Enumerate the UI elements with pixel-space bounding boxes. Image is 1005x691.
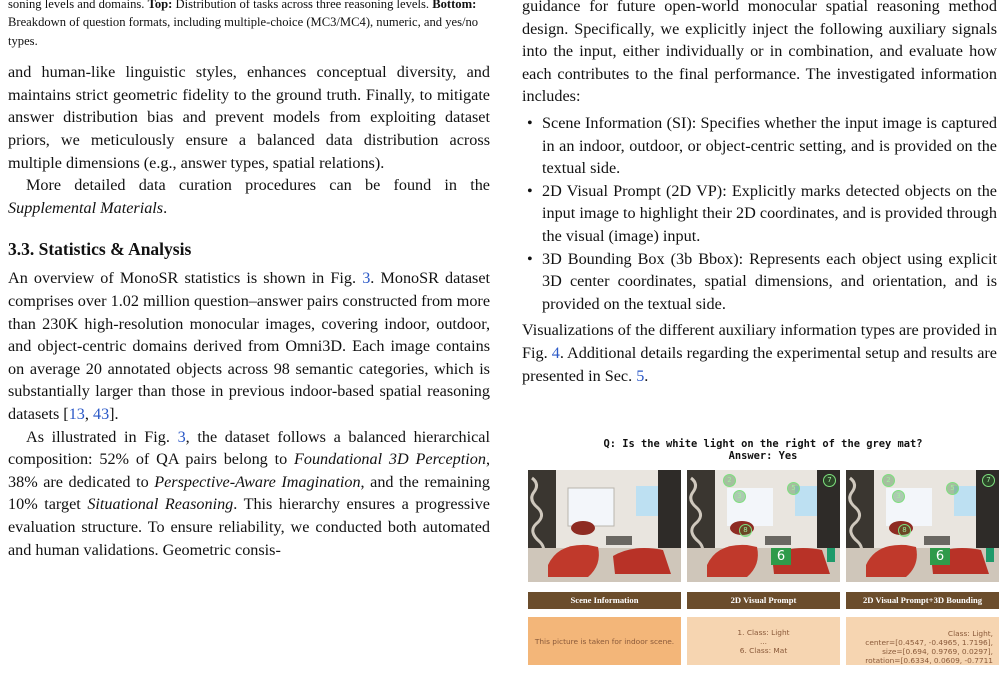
class-line: 1. Class: Light: [737, 627, 790, 637]
object-marker: 7: [823, 474, 836, 487]
visual-prompt-text: [687, 617, 840, 665]
scene-info-text: This picture is taken for indoor scene.: [528, 617, 681, 665]
section-ref-link[interactable]: 5: [636, 366, 645, 385]
paragraph-statistics: An overview of MonoSR statistics is shown in Fig. 3. MonoSR dataset comprises over 1.02 million question–answer pairs constructed from more than 230K high-resolution monocular images, covering indoor, outdoor, and object-centric domains derived from Omni3D. Each image contains on average 20 annotated objects across 98 semantic categories, which is substantially larger than those in previous indoor-based spatial reasoning datasets [13, 43].: [8, 269, 491, 423]
paragraph-visualizations: Visualizations of the different auxiliary information types are provided in Fig. 4. Additional details regarding the experimental setup and results are presented in Sec. 5.: [522, 321, 997, 385]
header-scene-information: Scene Information: [528, 592, 681, 609]
citation-link[interactable]: 13: [68, 404, 85, 423]
citation-link[interactable]: 43: [92, 404, 110, 423]
header-2d-visual-prompt-3d-bounding: 2D Visual Prompt+3D Bounding: [846, 592, 999, 609]
object-marker: [986, 548, 994, 562]
bbox-rotation-line: rotation=[0.6334, 0.0609, -0.7711: [865, 656, 993, 665]
object-marker: 8: [739, 524, 752, 537]
object-marker: 5: [787, 482, 800, 495]
figure-4: [528, 438, 998, 691]
object-marker: [827, 548, 835, 562]
bullet-list: [522, 112, 997, 315]
object-marker: 7: [982, 474, 995, 487]
right-column: [522, 0, 997, 387]
left-column: [8, 0, 490, 561]
living-room-photo: [528, 470, 681, 582]
fig-ref-link[interactable]: 3: [177, 427, 186, 446]
object-marker: 2: [723, 474, 736, 487]
object-marker: 8: [898, 524, 911, 537]
object-marker: 2: [882, 474, 895, 487]
bbox-class-line: Class: Light,: [947, 629, 993, 638]
object-marker-large: 6: [771, 548, 791, 565]
paragraph-composition: As illustrated in Fig. 3, the dataset follows a balanced hierarchical composition: 52% of QA pairs belong to Foundational 3D Perception, 38% are dedicated to Perspective-Aware Imagination, and the remaining 10% target Situational Reasoning. This hierarchy ensures a progressive evaluation structure. To ensure reliability, we conducted both automated and human validations. Geometric consis-: [8, 427, 490, 559]
bullet-2d-visual-prompt: • 2D Visual Prompt (2D VP): Explicitly marks detected objects on the input image to highlight their 2D coordinates, and is provided through the visual (image) input.: [542, 180, 997, 248]
scene-image-2: [687, 470, 840, 582]
class-line: 6. Class: Mat: [739, 645, 788, 655]
figure-answer: Answer: Yes: [728, 450, 798, 462]
bullet-scene-info: • Scene Information (SI): Specifies whether the input image is captured in an indoor, outdoor, or object-centric setting, and is provided on the textual side.: [542, 112, 997, 180]
object-marker: 3: [892, 490, 905, 503]
scene-image-3: [846, 470, 999, 582]
figure-question: Q: Is the white light on the right of the grey mat?: [603, 438, 923, 450]
bbox-text: [846, 617, 999, 665]
ellipsis-line: ...: [759, 636, 768, 646]
object-marker: 5: [946, 482, 959, 495]
figure3-caption: soning levels and domains. Top: Distribution of tasks across three reasoning levels. Bottom: Breakdown of question formats, including multiple-choice (MC3/MC4), numeric, and yes/no types.: [8, 0, 479, 48]
bbox-size-line: size=[0.694, 0.9769, 0.0297],: [882, 647, 993, 656]
object-marker-large: 6: [930, 548, 950, 565]
header-2d-visual-prompt: 2D Visual Prompt: [687, 592, 840, 609]
paragraph-supplemental: More detailed data curation procedures can be found in the Supplemental Materials.: [8, 176, 490, 217]
living-room-photo: [687, 470, 840, 582]
object-marker: 3: [733, 490, 746, 503]
scene-image-1: [528, 470, 681, 582]
section-heading: 3.3. Statistics & Analysis: [8, 239, 192, 260]
bbox-center-line: center=[0.4547, -0.4965, 1.7196],: [865, 638, 993, 647]
fig-ref-link[interactable]: 4: [551, 343, 560, 362]
fig-ref-link[interactable]: 3: [362, 269, 371, 288]
paragraph-guidance: guidance for future open-world monocular spatial reasoning method design. Specifically, we explicitly inject the following auxiliary signals into the input, either individually or in combination, and evaluate how each contributes to the final performance. The investigated information includes:: [522, 0, 997, 106]
paragraph-data-curation: and human-like linguistic styles, enhances conceptual diversity, and maintains strict geometric fidelity to the ground truth. Finally, to mitigate answer distribution bias and prevent models from exploiting dataset priors, we meticulously ensure a balanced data distribution across multiple dimensions (e.g., answer types, spatial relations).: [8, 63, 490, 172]
bullet-3d-bbox: • 3D Bounding Box (3b Bbox): Represents each object using explicit 3D center coordinates, spatial dimensions, and orientation, and is provided on the textual side.: [542, 248, 997, 316]
living-room-photo: [846, 470, 999, 582]
